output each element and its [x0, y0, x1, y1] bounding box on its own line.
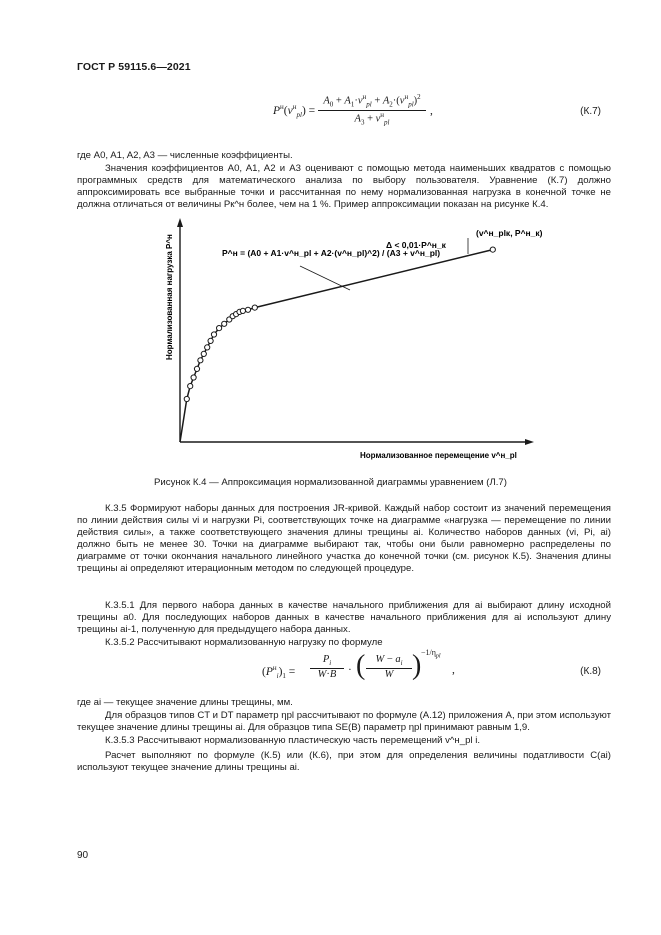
equation-k7-numerator: $A_0 + A_1\cdot v^н_{pl} + A_2\cdot(v^н_{pl})^2$ [323, 93, 421, 109]
annotation-delta: Δ < 0,01·P^н_к [386, 240, 446, 250]
data-point [205, 345, 210, 350]
equation-k8: $(P^н_i)_1$ = $P_i$ W·B · ( $W - a_i$ W ) $-1/\eta_{pl}$ , (К.8) [262, 648, 601, 681]
data-point [188, 384, 193, 389]
data-point [245, 307, 250, 312]
annotation-end-point: (v^н_plк, P^н_к) [476, 228, 543, 238]
figure-k4 [165, 218, 543, 460]
paragraph-k35: К.3.5 Формируют наборы данных для построения JR-кривой. Каждый набор состоит из значений перемещения по линии действия силы vi и нагрузки Pi, соответствующих точке на диаграмме «нагрузка — перемещение по линии действия силы», а также соответствующего значения длины трещины ai. Количество наборов данных (vi, Pi, ai) должно быть не менее 30. Точки на диаграмме выбирают так, чтобы они были равномерно распределены по диаграмме от точки окончания начального линейного участка до конечной точки (см. рисунок К.5). Значения длины трещины ai определяют итерационным методом по следующей процедуре. [77, 503, 611, 574]
figure-caption: Рисунок К.4 — Аппроксимация нормализованной диаграммы уравнением (Л.7) [154, 477, 507, 488]
paragraph-calculation: Расчет выполняют по формуле (К.5) или (К.6), при этом для определения величины податливости C(ai) используют текущее значение длины трещины ai. [77, 750, 611, 773]
equation-k8-number: (К.8) [580, 666, 601, 677]
standard-header: ГОСТ Р 59115.6—2021 [77, 61, 191, 73]
y-axis-label: Нормализованная нагрузка P^н [165, 234, 174, 360]
fit-curve [180, 250, 493, 442]
crack-length-note: где ai — текущее значение длины трещины, мм. [77, 697, 293, 708]
equation-k7-number: (К.7) [580, 106, 601, 117]
data-point [211, 332, 216, 337]
data-point [222, 321, 227, 326]
paragraph-k352: К.3.5.2 Рассчитывают нормализованную нагрузку по формуле [105, 637, 383, 648]
data-point [184, 396, 189, 401]
paragraph-k353: К.3.5.3 Рассчитывают нормализованную пластическую часть перемещений v^н_pl i. [105, 735, 480, 746]
equation-k7: $P^н(v^н_{pl})$ = $A_0 + A_1\cdot v^н_{pl} + A_2\cdot(v^н_{pl})^2$ $A_3 + v^н_{pl}$ , (К.7) [273, 93, 601, 127]
data-point [198, 358, 203, 363]
paragraph-k351: К.3.5.1 Для первого набора данных в качестве начального приближения для ai выбирают длину исходной трещины a0. Для последующих наборов данных в качестве начального приближения для ai используют длину трещины ai-1, полученную для предыдущего набора данных. [77, 600, 611, 635]
data-point [252, 305, 257, 310]
data-point [208, 338, 213, 343]
data-point [201, 351, 206, 356]
y-axis-arrow [177, 218, 183, 227]
equation-k8-lhs: $(P^н_i)_1$ = [262, 664, 296, 681]
equation-k8-fraction-1: $P_i$ W·B [310, 654, 344, 680]
equation-k8-fraction-2: $W - a_i$ W [366, 654, 412, 680]
data-point [490, 247, 495, 252]
data-point [191, 375, 196, 380]
annotation-equation: P^н = (A0 + A1·v^н_pl + A2·(v^н_pl)^2) / (A3 + v^н_pl) [222, 248, 441, 258]
equation-k7-lhs: $P^н(v^н_{pl})$ = [273, 103, 316, 120]
paragraph-ct-dt: Для образцов типов CT и DT параметр ηpl рассчитывают по формуле (А.12) приложения А, при этом используют текущее значение длины трещины ai. Для образцов типа SE(B) параметр ηpl принимают равным 1,9. [77, 710, 611, 733]
annotation-equation-leader [300, 266, 350, 290]
x-axis-arrow [525, 439, 534, 445]
page-number: 90 [77, 850, 89, 861]
equation-k7-denominator: $A_3 + v^н_{pl}$ [318, 110, 426, 127]
data-point [240, 308, 245, 313]
paragraph-coefficient-values: Значения коэффициентов A0, A1, A2 и A3 оценивают с помощью метода наименьших квадратов с помощью программных средств для математического анализа по выбору пользователя. Уравнение (К.7) должно аппроксимировать все выбранные точки и рассчитанная по нему нормализованная нагрузка в конечной точке не должна отличаться от величины Pк^н более, чем на 1 %. Пример аппроксимации показан на рисунке К.4. [77, 163, 611, 210]
x-axis-label: Нормализованное перемещение v^н_pl [360, 451, 517, 460]
data-point [194, 366, 199, 371]
coefficients-note: где A0, A1, A2, A3 — численные коэффициенты. [77, 150, 293, 161]
data-point [217, 326, 222, 331]
